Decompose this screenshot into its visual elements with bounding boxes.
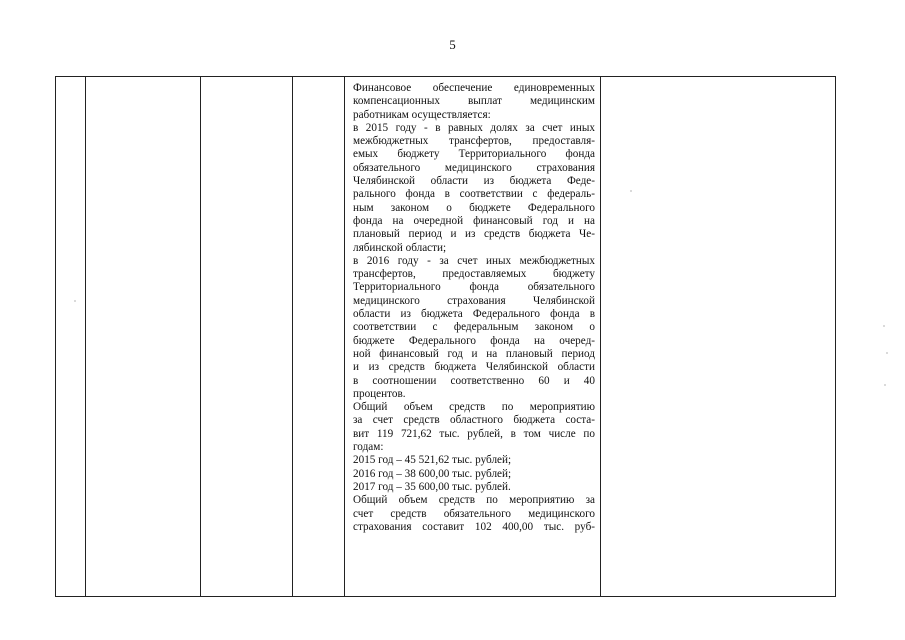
- text-line: годам:: [353, 441, 384, 454]
- text-line: в соотношении соответственно 60 и 40: [353, 374, 595, 387]
- text-line: рального фонда в соответствии с федераль-: [353, 188, 595, 201]
- text-line: 2016 год – 38 600,00 тыс. рублей;: [353, 467, 512, 480]
- text-line: бюджете Федерального фонда на очеред-: [353, 334, 595, 347]
- text-line: обязательного медицинского страхования: [353, 161, 595, 174]
- text-line: работникам осуществляется:: [353, 108, 491, 121]
- text-line: счет средств обязательного медицинского: [353, 507, 595, 520]
- text-line: 2015 год – 45 521,62 тыс. рублей;: [353, 454, 512, 467]
- text-line: емых бюджету Территориального фонда: [353, 148, 595, 161]
- table-cell-notes: [601, 77, 836, 597]
- text-line: трансфертов, предоставляемых бюджету: [353, 268, 595, 281]
- text-line: 2017 год – 35 600,00 тыс. рублей.: [353, 480, 511, 493]
- table-cell-period: [293, 77, 345, 597]
- scan-speck: [630, 190, 632, 192]
- text-line: страхования составит 102 400,00 тыс. руб-: [353, 520, 595, 533]
- text-line: процентов.: [353, 387, 406, 400]
- text-line: и из средств бюджета Челябинской области: [353, 361, 595, 374]
- text-line: межбюджетных трансфертов, предоставля-: [353, 135, 595, 148]
- scan-speck: [886, 352, 888, 354]
- program-table: [55, 76, 836, 597]
- table-cell-executor: [201, 77, 293, 597]
- text-line: в 2015 году - в равных долях за счет иных: [353, 121, 595, 134]
- text-line: в 2016 году - за счет иных межбюджетных: [353, 254, 595, 267]
- text-line: Территориального фонда обязательного: [353, 281, 595, 294]
- text-line: за счет средств областного бюджета соста-: [353, 414, 595, 427]
- scan-speck: [883, 325, 885, 327]
- text-line: Общий объем средств по мероприятию за: [353, 494, 595, 507]
- text-line: ным законом о бюджете Федерального: [353, 201, 595, 214]
- text-line: медицинского страхования Челябинской: [353, 294, 595, 307]
- page-number: 5: [449, 37, 456, 52]
- text-line: Финансовое обеспечение единовременных: [353, 82, 595, 94]
- table-cell-activity: [86, 77, 201, 597]
- text-line: вит 119 721,62 тыс. рублей, в том числе по: [353, 427, 595, 440]
- text-line: фонда на очередной финансовый год и на: [353, 214, 595, 227]
- table-cell-number: [56, 77, 86, 597]
- text-line: Челябинской области из бюджета Феде-: [353, 175, 595, 188]
- text-line: компенсационных выплат медицинским: [353, 95, 595, 108]
- text-line: ной финансовый год и на плановый период: [353, 347, 595, 360]
- text-line: соответствии с федеральным законом о: [353, 321, 595, 334]
- scan-speck: [884, 384, 886, 386]
- table-row: [56, 77, 836, 597]
- scan-speck: [74, 300, 76, 302]
- table-cell-financing-description: [345, 77, 601, 597]
- text-line: Общий объем средств по мероприятию: [353, 401, 595, 414]
- financing-text: [353, 82, 595, 534]
- text-line: лябинской области;: [353, 241, 447, 254]
- text-line: плановый период и из средств бюджета Че-: [353, 228, 595, 241]
- text-line: области из бюджета Федерального фонда в: [353, 308, 595, 321]
